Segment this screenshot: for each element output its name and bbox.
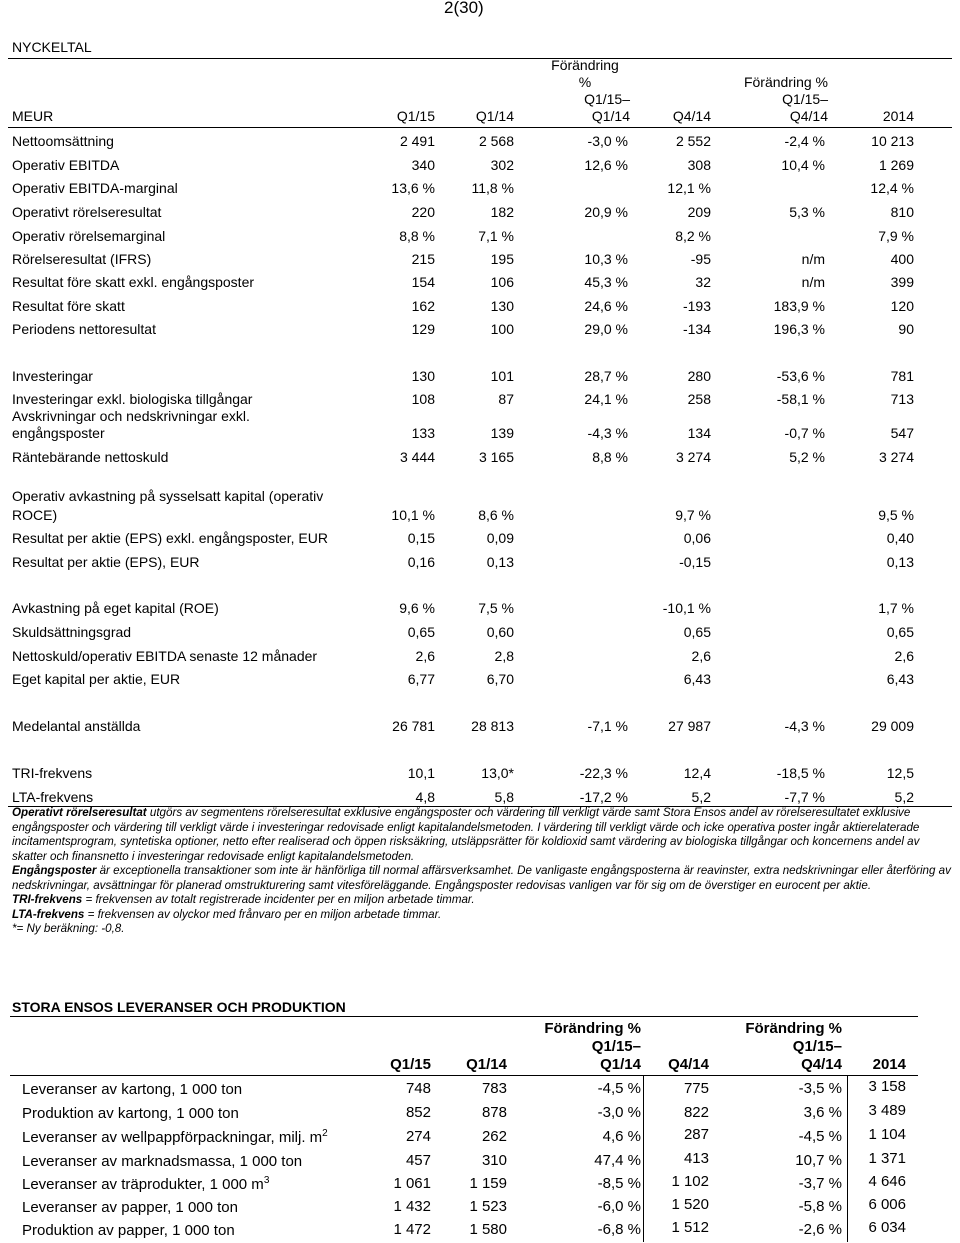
table-row: Leveranser av marknadsmassa, 1 000 ton 457 310 47,4 % 413 10,7 % 1 371 xyxy=(22,1150,906,1170)
table-row: Nettoomsättning 2 491 2 568 -3,0 % 2 552 -2,4 % 10 213 xyxy=(12,133,914,149)
header-chg-q414: Förändring % Q1/15– Q4/14 xyxy=(745,1020,842,1073)
footnote: Operativt rörelseresultat utgörs av segmentens rörelseresultat exklusive engångsposter och värdering till verkligt värde samt Stora Ensos andel av rörelseresultatet exklusive engångsposter och värdering till verkligt värde i investeringar redovisade enligt kapitalandelsmetoden. I värdering till verkligt värde och icke operativa poster ingår aktierelaterade incitamentsprogram, syntetiska optioner, netto efter realiserad och öppen risksäkring, utsläppsrätter för koldioxid samt värdering av biologiska tillgångar och koncernens andel av skatter och finansnetto i investeringar redovisade enligt kapitalandelsmetoden. xyxy=(12,806,920,863)
table-row: Produktion av kartong, 1 000 ton 852 878 -3,0 % 822 3,6 % 3 489 xyxy=(22,1102,906,1122)
table-row: Resultat före skatt exkl. engångsposter 154 106 45,3 % 32 n/m 399 xyxy=(12,274,914,290)
footnote: Engångsposter är exceptionella transaktioner som inte är hänförliga till normal affärsverksamhet. De vanligaste engångsposterna är reavinster, extra nedskrivningar eller återföring av nedskrivningar, avsättningar för planerad omstrukturering samt vitesföreläggande. Engångsposter redovisas vanligen var för sig om de överstiger en eurocent per aktie. xyxy=(12,864,951,892)
table-row: Avkastning på eget kapital (ROE) 9,6 % 7,5 % -10,1 % 1,7 % xyxy=(12,600,914,616)
table-row: Produktion av papper, 1 000 ton 1 472 1 580 -6,8 % 1 512 -2,6 % 6 034 xyxy=(22,1219,906,1239)
leveranser-top-rule xyxy=(10,1016,918,1017)
table-row: Räntebärande nettoskuld 3 444 3 165 8,8 % 3 274 5,2 % 3 274 xyxy=(12,449,914,465)
header-q114: Q1/14 xyxy=(466,1056,507,1073)
header-q414: Q4/14 xyxy=(672,108,711,124)
footnotes xyxy=(12,806,957,937)
table-row: Periodens nettoresultat 129 100 29,0 % -134 196,3 % 90 xyxy=(12,321,914,337)
header-q115: Q1/15 xyxy=(396,108,435,124)
table-row: Avskrivningar och nedskrivningar exkl. engångsposter 133 139 -4,3 % 134 -0,7 % 547 xyxy=(12,408,914,441)
header-2014: 2014 xyxy=(882,108,914,124)
table-row: Investeringar 130 101 28,7 % 280 -53,6 % 781 xyxy=(12,368,914,384)
table-row: Nettoskuld/operativ EBITDA senaste 12 månader 2,6 2,8 2,6 2,6 xyxy=(12,648,914,664)
table-row: Resultat per aktie (EPS), EUR 0,16 0,13 -0,15 0,13 xyxy=(12,554,914,570)
table-row: Medelantal anställda 26 781 28 813 -7,1 % 27 987 -4,3 % 29 009 xyxy=(12,718,914,734)
table-row: Leveranser av träprodukter, 1 000 $m^3$ 1 061 1 159 -8,5 % 1 102 -3,7 % 4 646 xyxy=(22,1173,906,1193)
header-2014: 2014 xyxy=(872,1056,906,1073)
footnote: *= Ny beräkning: -0,8. xyxy=(12,922,125,935)
table-row: Operativ EBITDA 340 302 12,6 % 308 10,4 % 1 269 xyxy=(12,157,914,173)
leveranser-title: STORA ENSOS LEVERANSER OCH PRODUKTION xyxy=(12,999,346,1015)
footnote: LTA-frekvens = frekvensen av olyckor med frånvaro per en miljon arbetade timmar. xyxy=(12,907,442,921)
table-row: Rörelseresultat (IFRS) 215 195 10,3 % -95 n/m 400 xyxy=(12,251,914,267)
header-q414: Q4/14 xyxy=(668,1056,709,1073)
table-row: Operativ avkastning på sysselsatt kapital (operativ ROCE) 10,1 % 8,6 % 9,7 % 9,5 % xyxy=(12,488,914,523)
table-row: Skuldsättningsgrad 0,65 0,60 0,65 0,65 xyxy=(12,624,914,640)
header-rule xyxy=(8,127,952,128)
header-q115: Q1/15 xyxy=(390,1056,431,1073)
table-row: LTA-frekvens 4,8 5,8 -17,2 % 5,2 -7,7 % 5,2 xyxy=(12,789,914,805)
header-meur: MEUR xyxy=(12,108,54,124)
table-row: Resultat före skatt 162 130 24,6 % -193 183,9 % 120 xyxy=(12,298,914,314)
table-top-rule xyxy=(8,58,952,59)
table-row: Resultat per aktie (EPS) exkl. engångsposter, EUR 0,15 0,09 0,06 0,40 xyxy=(12,530,914,546)
leveranser-header-rule xyxy=(10,1075,918,1076)
table-row: Investeringar exkl. biologiska tillgångar 108 87 24,1 % 258 -58,1 % 713 xyxy=(12,391,914,407)
header-chg-q114: Förändring % Q1/15– Q1/14 xyxy=(544,1020,641,1073)
table-row: TRI-frekvens 10,1 13,0* -22,3 % 12,4 -18,5 % 12,5 xyxy=(12,765,914,781)
table-row: Leveranser av kartong, 1 000 ton 748 783 -4,5 % 775 -3,5 % 3 158 xyxy=(22,1078,906,1098)
nyckeltal-title: NYCKELTAL xyxy=(12,39,92,55)
table-row: Operativ rörelsemarginal 8,8 % 7,1 % 8,2 % 7,9 % xyxy=(12,228,914,244)
table-row: Leveranser av wellpappförpackningar, milj. $m^2$ 274 262 4,6 % 287 -4,5 % 1 104 xyxy=(22,1126,906,1146)
page-number: 2(30) xyxy=(444,0,484,17)
header-chg-q414: Förändring % Q1/15– Q4/14 xyxy=(743,74,828,124)
header-q114: Q1/14 xyxy=(475,108,514,124)
header-chg-q114: Förändring % Q1/15– Q1/14 xyxy=(551,57,630,124)
table-row: Eget kapital per aktie, EUR 6,77 6,70 6,43 6,43 xyxy=(12,671,914,687)
table-row: Operativt rörelseresultat 220 182 20,9 % 209 5,3 % 810 xyxy=(12,204,914,220)
table-row: Leveranser av papper, 1 000 ton 1 432 1 523 -6,0 % 1 520 -5,8 % 6 006 xyxy=(22,1196,906,1216)
footnote: TRI-frekvens = frekvensen av totalt registrerade incidenter per en miljon arbetade timmar. xyxy=(12,893,475,906)
table-row: Operativ EBITDA-marginal 13,6 % 11,8 % 12,1 % 12,4 % xyxy=(12,180,914,196)
